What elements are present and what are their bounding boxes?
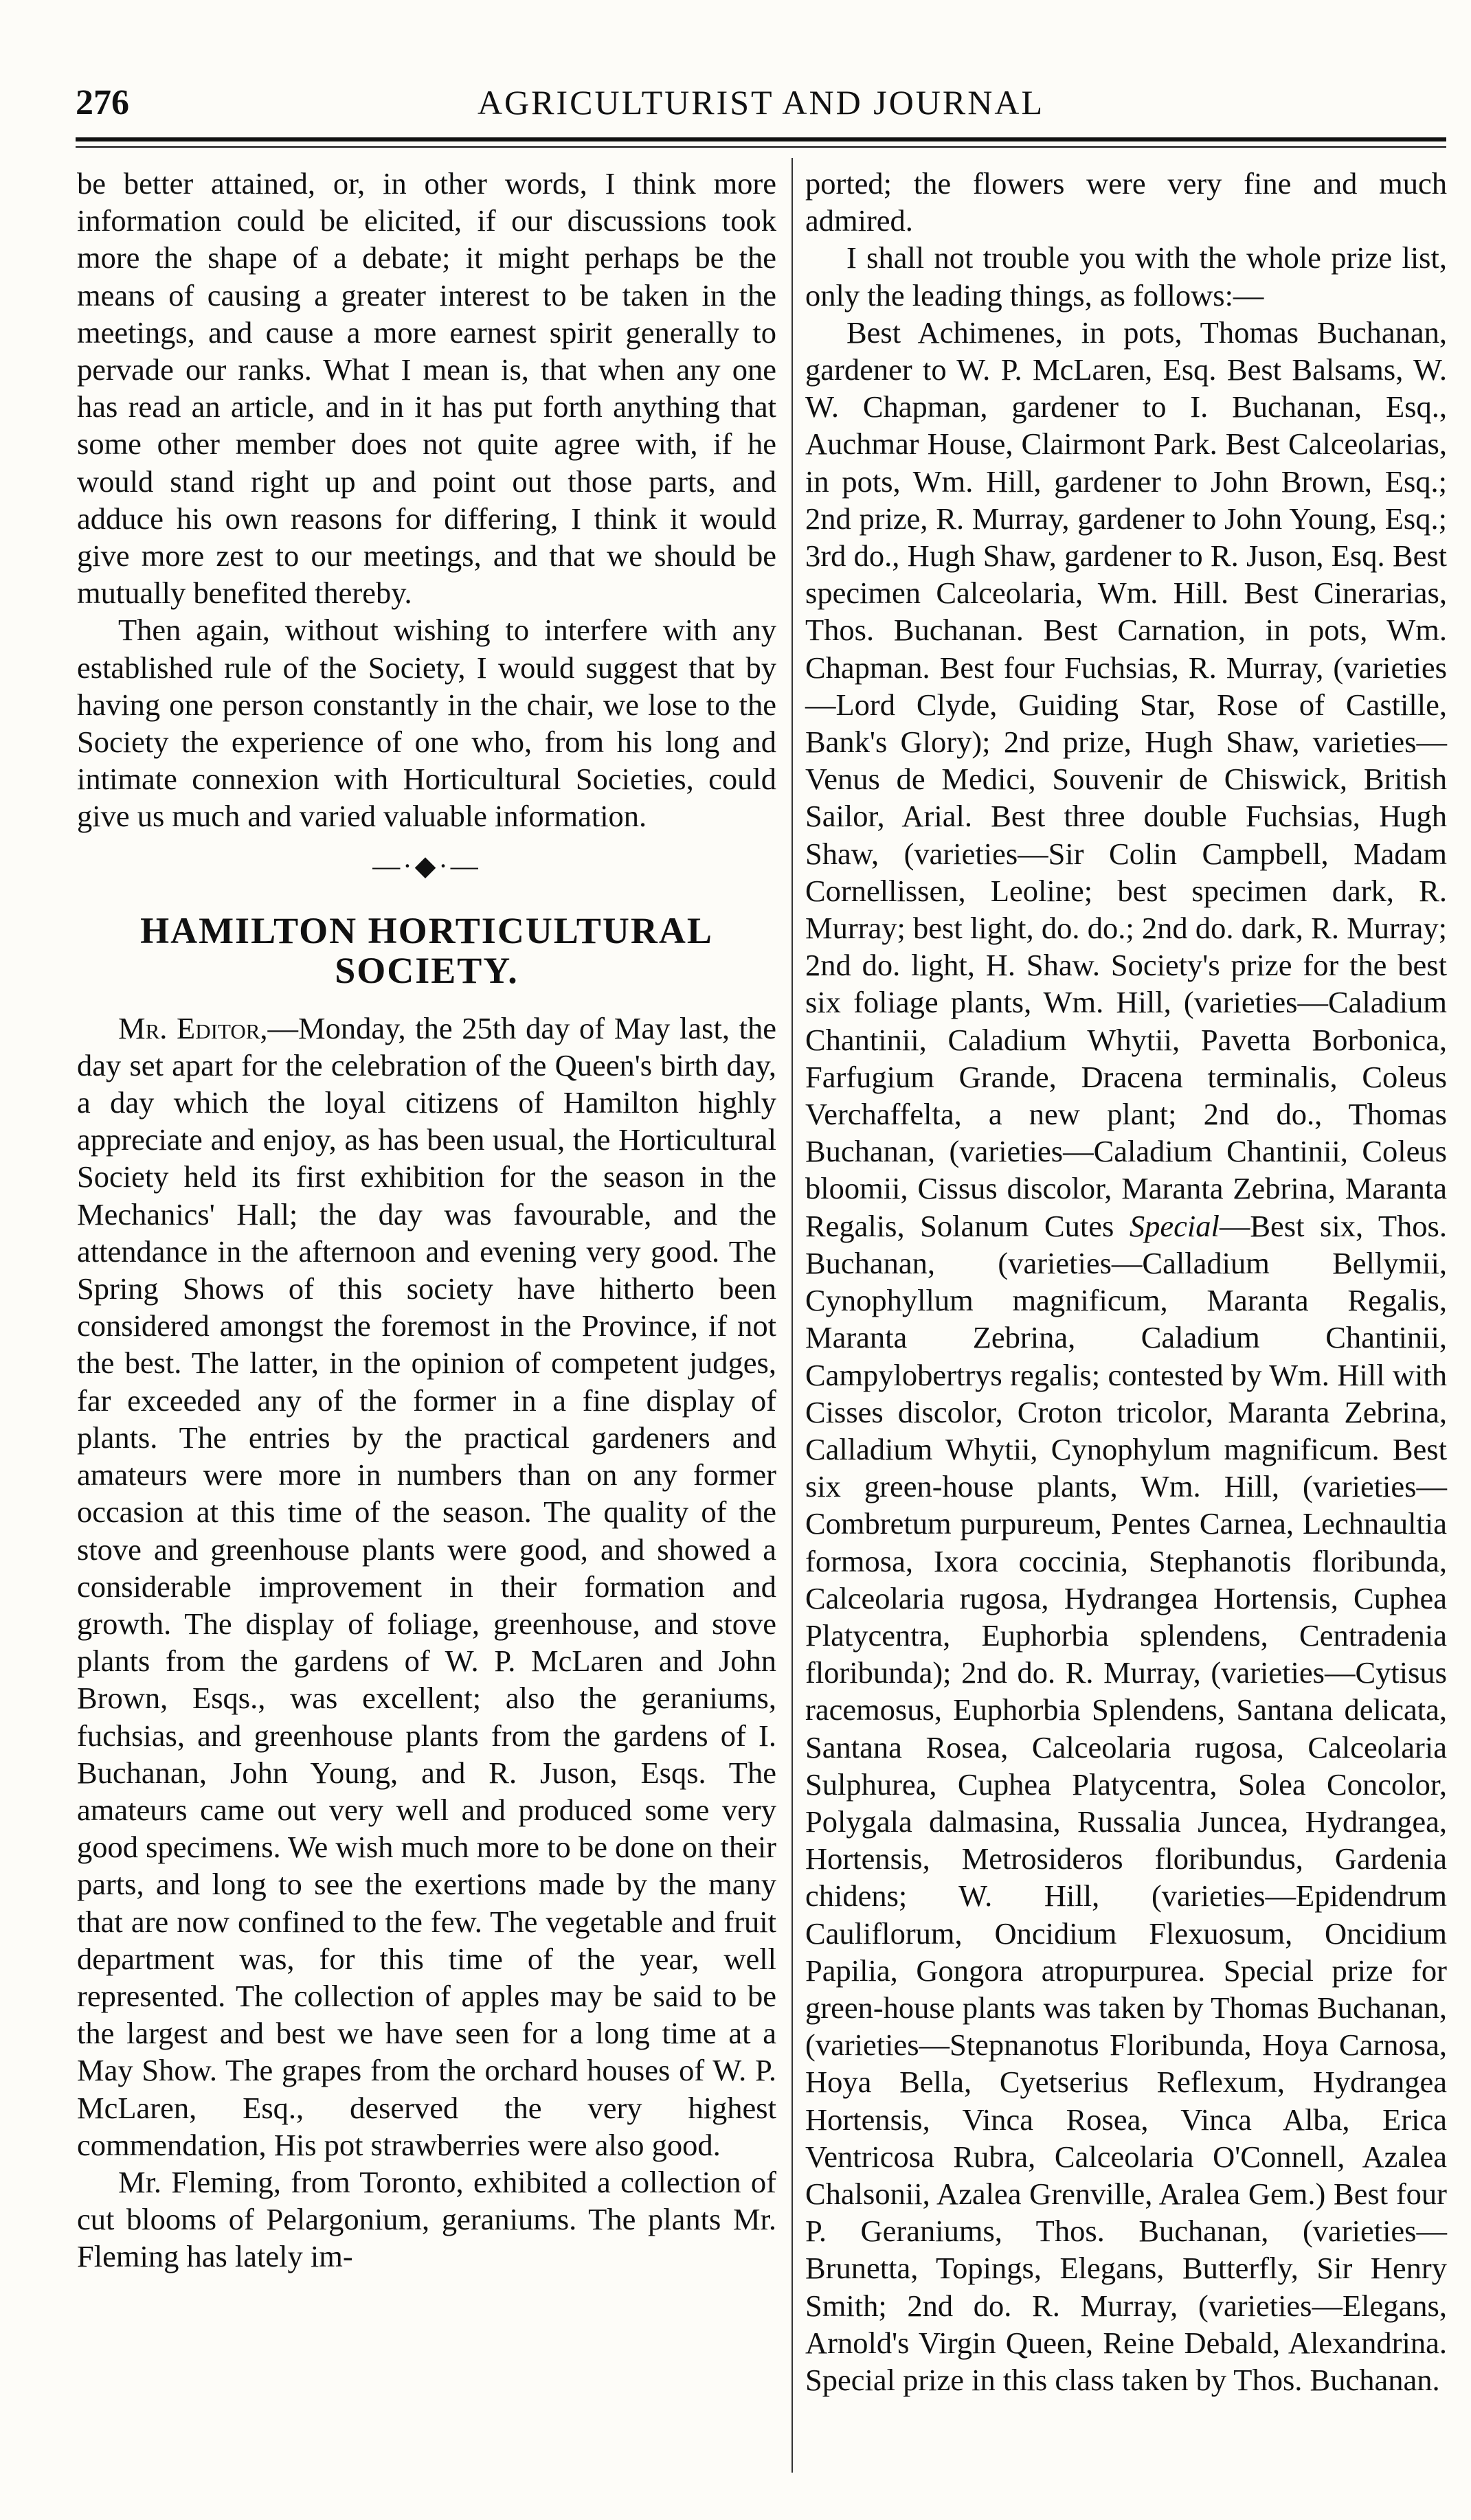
left-column [77,165,776,2275]
header-rule-thick [76,137,1446,141]
paragraph-text: —Best six, Thos. Buchanan, (varieties—Calladium Bellymii, Cynophyllum magnificum, Maranta Regalis, Maranta Zebrina, Caladium Chantinii, Campylobertrys regalis; contested by Wm. Hill with Cisses discolor, Croton tricolor, Maranta Zebrina, Calladium Whytii, Cynophylum magnificum. Best six green-house plants, Wm. Hill, (varieties—Combretum purpureum, Pentes Carnea, Lechnaultia formosa, Ixora coccinia, Stephanotis floribunda, Calceolaria rugosa, Hydrangea Hortensis, Cuphea Platycentra, Euphorbia splendens, Centradenia floribunda); 2nd do. R. Murray, (varieties—Cytisus racemosus, Euphorbia Splendens, Santana delicata, Santana Rosea, Calceolaria rugosa, Calceolaria Sulphurea, Cuphea Platycentra, Solea Concolor, Polygala dalmasina, Russalia Juncea, Hydrangea, Hortensis, Metrosideros floribundus, Gardenia chidens; W. Hill, (varieties—Epidendrum Cauliflorum, Oncidium Flexuosum, Oncidium Papilia, Gongora atropurpurea. Special prize for green-house plants was taken by Thomas Buchanan, (varieties—Stepnanotus Floribunda, Hoya Carnosa, Hoya Bella, Cyetserius Reflexum, Hydrangea Hortensis, Vinca Rosea, Vinca Alba, Erica Ventricosa Rubra, Calceolaria O'Connell, Azalea Chalsonii, Azalea Grenville, Aralea Gem.) Best four P. Geraniums, Thos. Buchanan, (varieties—Brunetta, Topings, Elegans, Butterfly, Sir Henry Smith; 2nd do. R. Murray, (varieties—Elegans, Arnold's Virgin Queen, Reine Debald, Alexandrina. Special prize in this class taken by Thos. Buchanan. [805,1208,1447,2397]
right-column [805,165,1447,2398]
running-title: AGRICULTURIST AND JOURNAL [477,83,1045,122]
paragraph-text: Best Achimenes, in pots, Thomas Buchanan, gardener to W. P. McLaren, Esq. Best Balsams, W. W. Chapman, gardener to I. Buchanan, Esq., Auchmar House, Clairmont Park. Best Calceolarias, in pots, Wm. Hill, gardener to John Brown, Esq.; 2nd prize, R. Murray, gardener to John Young, Esq.; 3rd do., Hugh Shaw, gardener to R. Juson, Esq. Best specimen Calceolaria, Wm. Hill. Best Cinerarias, Thos. Buchanan. Best Carnation, in pots, Wm. Chapman. Best four Fuchsias, R. Murray, (varieties—Lord Clyde, Guiding Star, Rose of Castille, Bank's Glory); 2nd prize, Hugh Shaw, varieties—Venus de Medici, Souvenir de Chiswick, British Sailor, Arial. Best three double Fuchsias, Hugh Shaw, (varieties—Sir Colin Campbell, Madam Cornellissen, Leoline; best specimen dark, R. Murray; best light, do. do.; 2nd do. dark, R. Murray; 2nd do. light, H. Shaw. Society's prize for the best six foliage plants, Wm. Hill, (varieties—Caladium Chantinii, Caladium Whytii, Pavetta Borbonica, Farfugium Grande, Dracena terminalis, Coleus Verchaffelta, a new plant; 2nd do., Thomas Buchanan, (varieties—Caladium Chantinii, Coleus bloomii, Cissus discolor, Maranta Zebrina, Maranta Regalis, Solanum Cutes [805,315,1447,1243]
paragraph [77,1010,776,2164]
paragraph-text: —Monday, the 25th day of May last, the day set apart for the celebration of the Queen's birth day, a day which the loyal citizens of Hamilton highly appreciate and enjoy, as has been usual, the Horticultural Society held its first exhibition for the season in the Mechanics' Hall; the day was favourable, and the attendance in the afternoon and evening very good. The Spring Shows of this society have hitherto been considered amongst the foremost in the Province, if not the best. The latter, in the opinion of competent judges, far exceeded any of the former in a fine display of plants. The entries by the practical gardeners and amateurs were more in numbers than on any former occasion at this time of the season. The quality of the stove and greenhouse plants were good, and showed a considerable improvement in their formation and growth. The display of foliage, greenhouse, and stove plants from the gardens of W. P. McLaren and John Brown, Esqs., was excellent; also the geraniums, fuchsias, and greenhouse plants from the gardens of I. Buchanan, John Young, and R. Juson, Esqs. The amateurs came out very well and produced some very good specimens. We wish much more to be done on their parts, and long to see the exertions made by the many that are now confined to the few. The vegetable and fruit department was, for this time of the year, well represented. The collection of apples may be said to be the largest and best we have seen for a long time at a May Show. The grapes from the orchard houses of W. P. McLaren, Esq., deserved the very highest commendation, His pot strawberries were also good. [77,1010,776,2162]
paragraph: be better attained, or, in other words, I think more information could be elicited, if our discussions took more the shape of a debate; it might perhaps be the means of causing a greater interest to be taken in the meetings, and cause a more earnest spirit generally to pervade our ranks. What I mean is, that when any one has read an article, and in it has put forth anything that some other member does not quite agree with, if he would stand right up and point out those parts, and adduce his own reasons for differing, I think it would give more zest to our meetings, and that we should be mutually benefited thereby. [77,166,776,611]
paragraph: ported; the flowers were very fine and much admired. [805,166,1447,238]
salutation: Mr. Editor, [118,1010,268,1045]
section-separator: —·◆·— [372,850,481,881]
column-divider [791,158,793,2473]
prize-list-paragraph [805,314,1447,2398]
page-header [76,82,1446,124]
special-label: Special [1129,1208,1220,1243]
header-rule-thin [76,146,1446,148]
paragraph: Then again, without wishing to interfere with any established rule of the Society, I would suggest that by having one person constantly in the chair, we lose to the Society the experience of one who, from his long and intimate connexion with Horticultural Societies, could give us much and varied valuable information. [77,613,776,834]
section-title-line: HAMILTON HORTICULTURAL [140,909,713,951]
paragraph: I shall not trouble you with the whole prize list, only the leading things, as follows:— [805,240,1447,313]
section-title [77,911,776,990]
section-title-line: SOCIETY. [335,949,519,991]
page-number: 276 [76,83,129,122]
paragraph: Mr. Fleming, from Toronto, exhibited a collection of cut blooms of Pelargonium, geraniums. The plants Mr. Fleming has lately im- [77,2164,776,2274]
